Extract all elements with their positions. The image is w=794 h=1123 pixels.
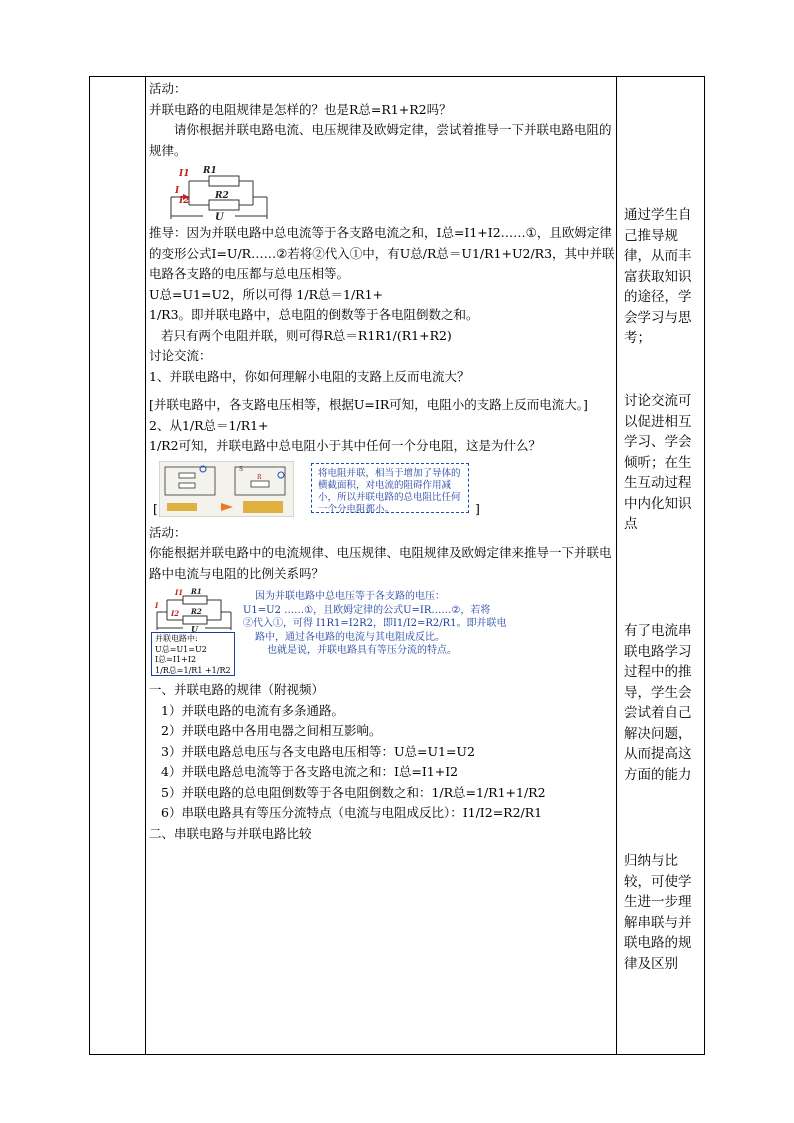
side-note-2-text: 讨论交流可以促进相互学习、学会倾听；在生生互动过程中内化知识点 — [624, 393, 692, 532]
fig2-bracket-open: [ — [153, 500, 158, 516]
fig3-i2-label: I2 — [171, 609, 180, 618]
discussion-question-2b: 1/R2可知，并联电路中总电阻小于其中任何一个分电阻，这是为什么？ — [149, 438, 542, 453]
side-note-3 — [624, 621, 700, 785]
fig2-switch-label: S — [239, 465, 244, 473]
fig1-i1-label: I1 — [179, 169, 190, 179]
explanation-box: 将电阻并联，相当于增加了导体的横截面积，对电流的阻碍作用减小，所以并联电路的总电阻比任何一个分电阻都小。 — [311, 463, 469, 513]
section-1-heading: 一、并联电路的规律（附视频） — [149, 682, 325, 697]
fig1-r2-label: R2 — [215, 191, 229, 201]
main-content — [149, 79, 619, 844]
rule-3: 3）并联电路总电压与各支电路电压相等：U总=U1=U2 — [161, 743, 475, 759]
figure2-circuits-image — [159, 461, 294, 517]
fig3-text-4: 路中，通过各电路的电流与其电阻成反比。 — [255, 631, 445, 643]
fig3-r1-label: R1 — [191, 588, 202, 596]
rule-4: 4）并联电路总电流等于各支路电流之和：I总=I1+I2 — [161, 764, 459, 779]
fig1-r1-label: R1 — [203, 166, 217, 176]
fig1-u-label: U — [215, 212, 224, 223]
side-note-4-text: 归纳与比较，可使学生进一步理解串联与并联电路的规律及区别 — [624, 853, 692, 972]
rules-box-line-1: U总=U1=U2 — [155, 644, 207, 654]
rule-1: 1）并联电路的电流有多条通路。 — [161, 702, 344, 718]
lesson-table — [89, 76, 705, 1055]
fig3-text-1: 因为并联电路中总电压等于各支路的电压： — [255, 591, 445, 602]
rule-5: 5）并联电路的总电阻倒数等于各电阻倒数之和：1/R总=1/R1+1/R2 — [161, 784, 546, 800]
fig3-text-2: U1=U2 ……①，且欧姆定律的公式U=IR……②，若将 — [243, 604, 491, 616]
side-note-3-text: 有了电流串联电路学习过程中的推导，学生会尝试着自己解决问题，从而提高这方面的能力 — [624, 623, 692, 783]
side-note-1-text: 通过学生自己推导规律，从而丰富获取知识的途径，学会学习与思考； — [624, 207, 692, 346]
resistance-explanation-figure — [149, 459, 619, 523]
current-ratio-explanation — [243, 590, 543, 658]
discussion-answer-1: [并联电路中，各支路电压相等，根据U=IR可知，电阻小的支路上反而电流大。] — [149, 397, 588, 412]
fig2-r-label: R — [257, 473, 262, 481]
rules-box-line-3: 1/R总=1/R1 +1/R2 — [155, 665, 231, 675]
fig3-r2-label: R2 — [191, 607, 202, 616]
derivation-3: 1/R3。即并联电路中，总电阻的倒数等于各电阻倒数之和。 — [149, 307, 479, 322]
fig1-i2-label: I2 — [179, 196, 190, 206]
parallel-circuit-figure — [149, 161, 269, 223]
question-resistance-rule: 并联电路的电阻规律是怎样的？也是R总=R1+R2吗？ — [149, 101, 452, 117]
fig2-bracket-close: ] — [475, 500, 480, 516]
side-note-1 — [624, 205, 700, 349]
question-current-ratio: 你能根据并联电路中的电流规律、电压规律、电阻规律及欧姆定律来推导一下并联电路中电流与电阻的比例关系吗？ — [149, 545, 612, 581]
rule-2: 2）并联电路中各用电器之间相互影响。 — [161, 723, 382, 738]
derivation-4: 若只有两个电阻并联，则可得R总＝R1R1/(R1+R2) — [161, 327, 452, 343]
fig3-u-label: U — [191, 624, 198, 634]
fig3-i1-label: I1 — [175, 588, 184, 597]
derivation-2: U总=U1=U2，所以可得 1/R总＝1/R1+ — [149, 286, 384, 302]
question-instruction: 请你根据并联电路电流、电压规律及欧姆定律，尝试着推导一下并联电路电阻的规律。 — [149, 122, 612, 158]
spacer — [149, 387, 619, 395]
side-note-2 — [624, 391, 700, 535]
rules-box-title: 并联电路中: — [155, 634, 198, 643]
parallel-circuit-figure-2 — [153, 588, 235, 634]
activity1-label: 活动： — [149, 81, 187, 96]
discussion-label: 讨论交流： — [149, 348, 212, 363]
fig3-text-5: 也就是说，并联电路具有等压分流的特点。 — [267, 645, 457, 656]
rules-box-line-2: I总=I1+I2 — [155, 655, 197, 664]
fig1-i-label: I — [175, 186, 180, 196]
rule-6: 6）串联电路具有等压分流特点（电流与电阻成反比）：I1/I2=R2/R1 — [161, 805, 543, 820]
column-divider-left — [145, 77, 146, 1054]
side-note-4 — [624, 851, 700, 974]
fig3-text-3: ②代入①，可得 I1R1=I2R2，即I1/I2=R2/R1。即并联电 — [243, 618, 507, 629]
derivation-1: 推导：因为并联电路中总电流等于各支路电流之和，I总=I1+I2……①，且欧姆定律的变形公式I=U/R……②若将②代入①中，有U总/R总＝U1/R1+U2/R3，其中并联电路各支路的电压都与总电压相等。 — [149, 225, 615, 281]
section-2-heading: 二、串联电路与并联电路比较 — [149, 825, 312, 841]
current-ratio-figure — [149, 588, 619, 680]
activity2-label: 活动： — [149, 524, 187, 540]
discussion-question-1: 1、并联电路中，你如何理解小电阻的支路上反而电流大？ — [149, 368, 470, 384]
parallel-rules-box — [151, 632, 235, 676]
discussion-question-2a: 2、从1/R总＝1/R1+ — [149, 417, 269, 433]
fig3-i-label: I — [155, 601, 159, 610]
